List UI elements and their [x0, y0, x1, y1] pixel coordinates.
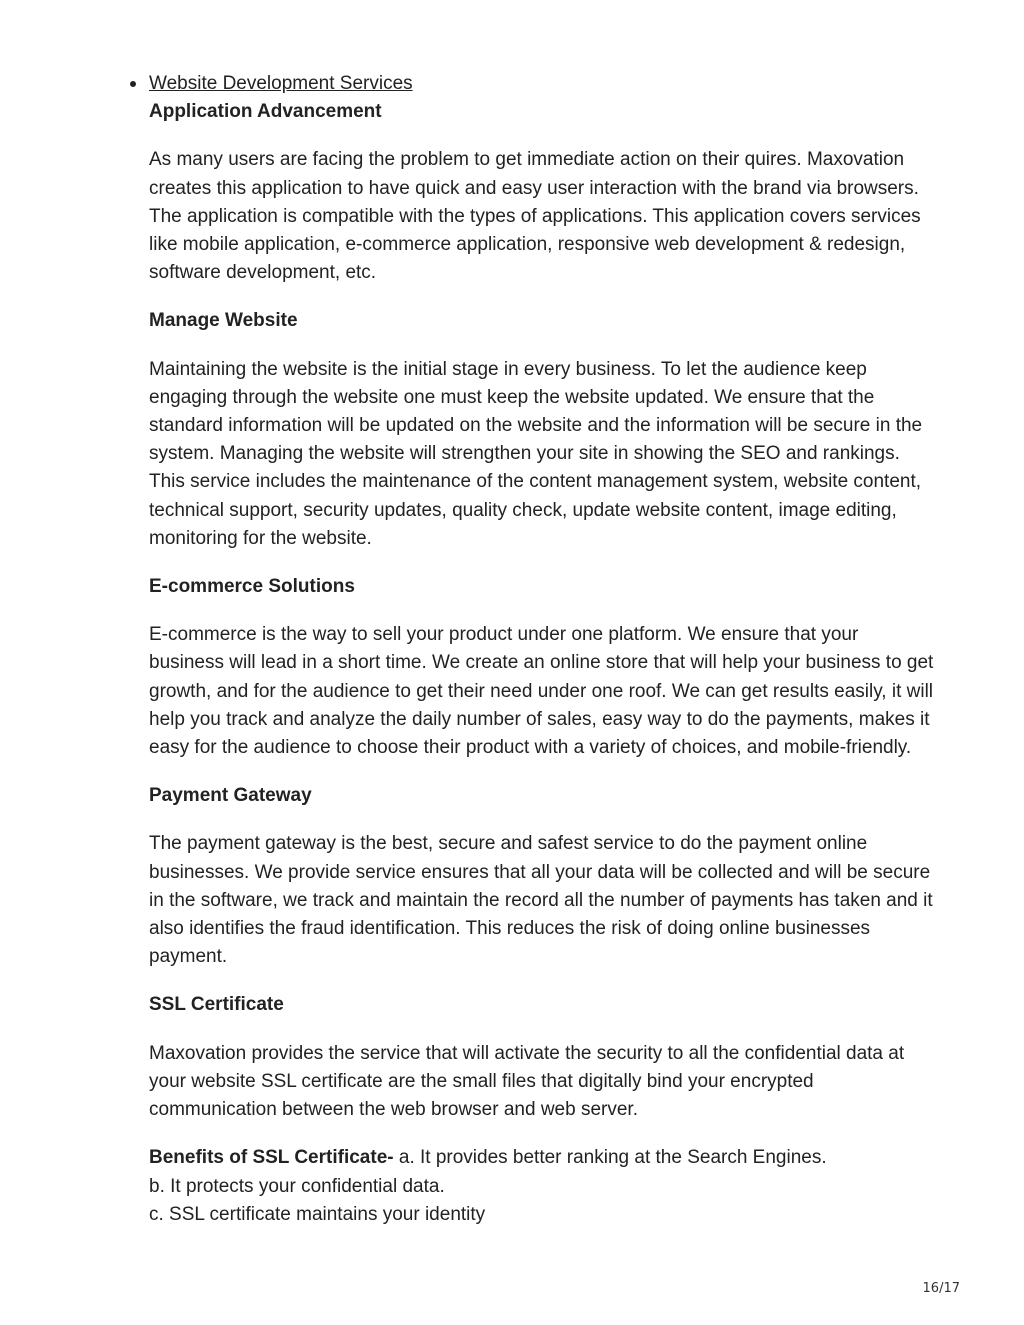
section-heading-application-advancement: Application Advancement: [149, 101, 382, 123]
ssl-benefits-line-a: [149, 1144, 934, 1172]
list-item: [149, 70, 934, 1229]
ssl-benefits: [149, 1144, 934, 1229]
section-body-ssl-certificate: Maxovation provides the service that will activate the security to all the confidential data at your website SSL certificate are the small files that digitally bind your encrypted communication between the web browser and web server.: [149, 1042, 905, 1121]
section-body-ecommerce-solutions: E-commerce is the way to sell your product under one platform. We ensure that your business will lead in a short time. We create an online store that will help your business to get growth, and for the audience to get their need under one roof. We can get results easily, it will help you track and analyze the daily number of sales, easy way to do the payments, makes it easy for the audience to choose their product with a variety of choices, and mobile-friendly.: [149, 624, 934, 759]
ssl-benefit-item-c: c. SSL certificate maintains your identity: [149, 1203, 486, 1225]
bullet-icon: [130, 81, 136, 87]
document-body: [149, 70, 934, 1229]
ssl-benefits-label: Benefits of SSL Certificate-: [149, 1147, 394, 1169]
ssl-benefit-item-a: a. It provides better ranking at the Search Engines.: [393, 1147, 827, 1169]
page-number: 16/17: [922, 1281, 960, 1296]
ssl-benefit-item-b: b. It protects your confidential data.: [149, 1175, 445, 1197]
section-heading-manage-website: Manage Website: [149, 310, 298, 332]
section-body-payment-gateway: The payment gateway is the best, secure and safest service to do the payment online businesses. We provide service ensures that all your data will be collected and will be secure in the software, we track and maintain the record all the number of payments has taken and it also identifies the fraud identification. This reduces the risk of doing online businesses payment.: [149, 833, 933, 968]
section-body-manage-website: Maintaining the website is the initial stage in every business. To let the audience keep engaging through the website one must keep the website updated. We ensure that the standard information will be updated on the website and the information will be secure in the system. Managing the website will strengthen your site in showing the SEO and rankings. This service includes the maintenance of the content management system, website content, technical support, security updates, quality check, update website content, image editing, monitoring for the website.: [149, 358, 923, 549]
section-heading-ssl-certificate: SSL Certificate: [149, 994, 284, 1016]
section-heading-payment-gateway: Payment Gateway: [149, 785, 312, 807]
section-body-application-advancement: As many users are facing the problem to get immediate action on their quires. Maxovation creates this application to have quick and easy user interaction with the brand via browsers. The application is compatible with the types of applications. This application covers services like mobile application, e-commerce application, responsive web development & redesign, software development, etc.: [149, 149, 921, 284]
section-heading-ecommerce-solutions: E-commerce Solutions: [149, 576, 355, 598]
website-development-services-link[interactable]: Website Development Services: [149, 73, 413, 94]
